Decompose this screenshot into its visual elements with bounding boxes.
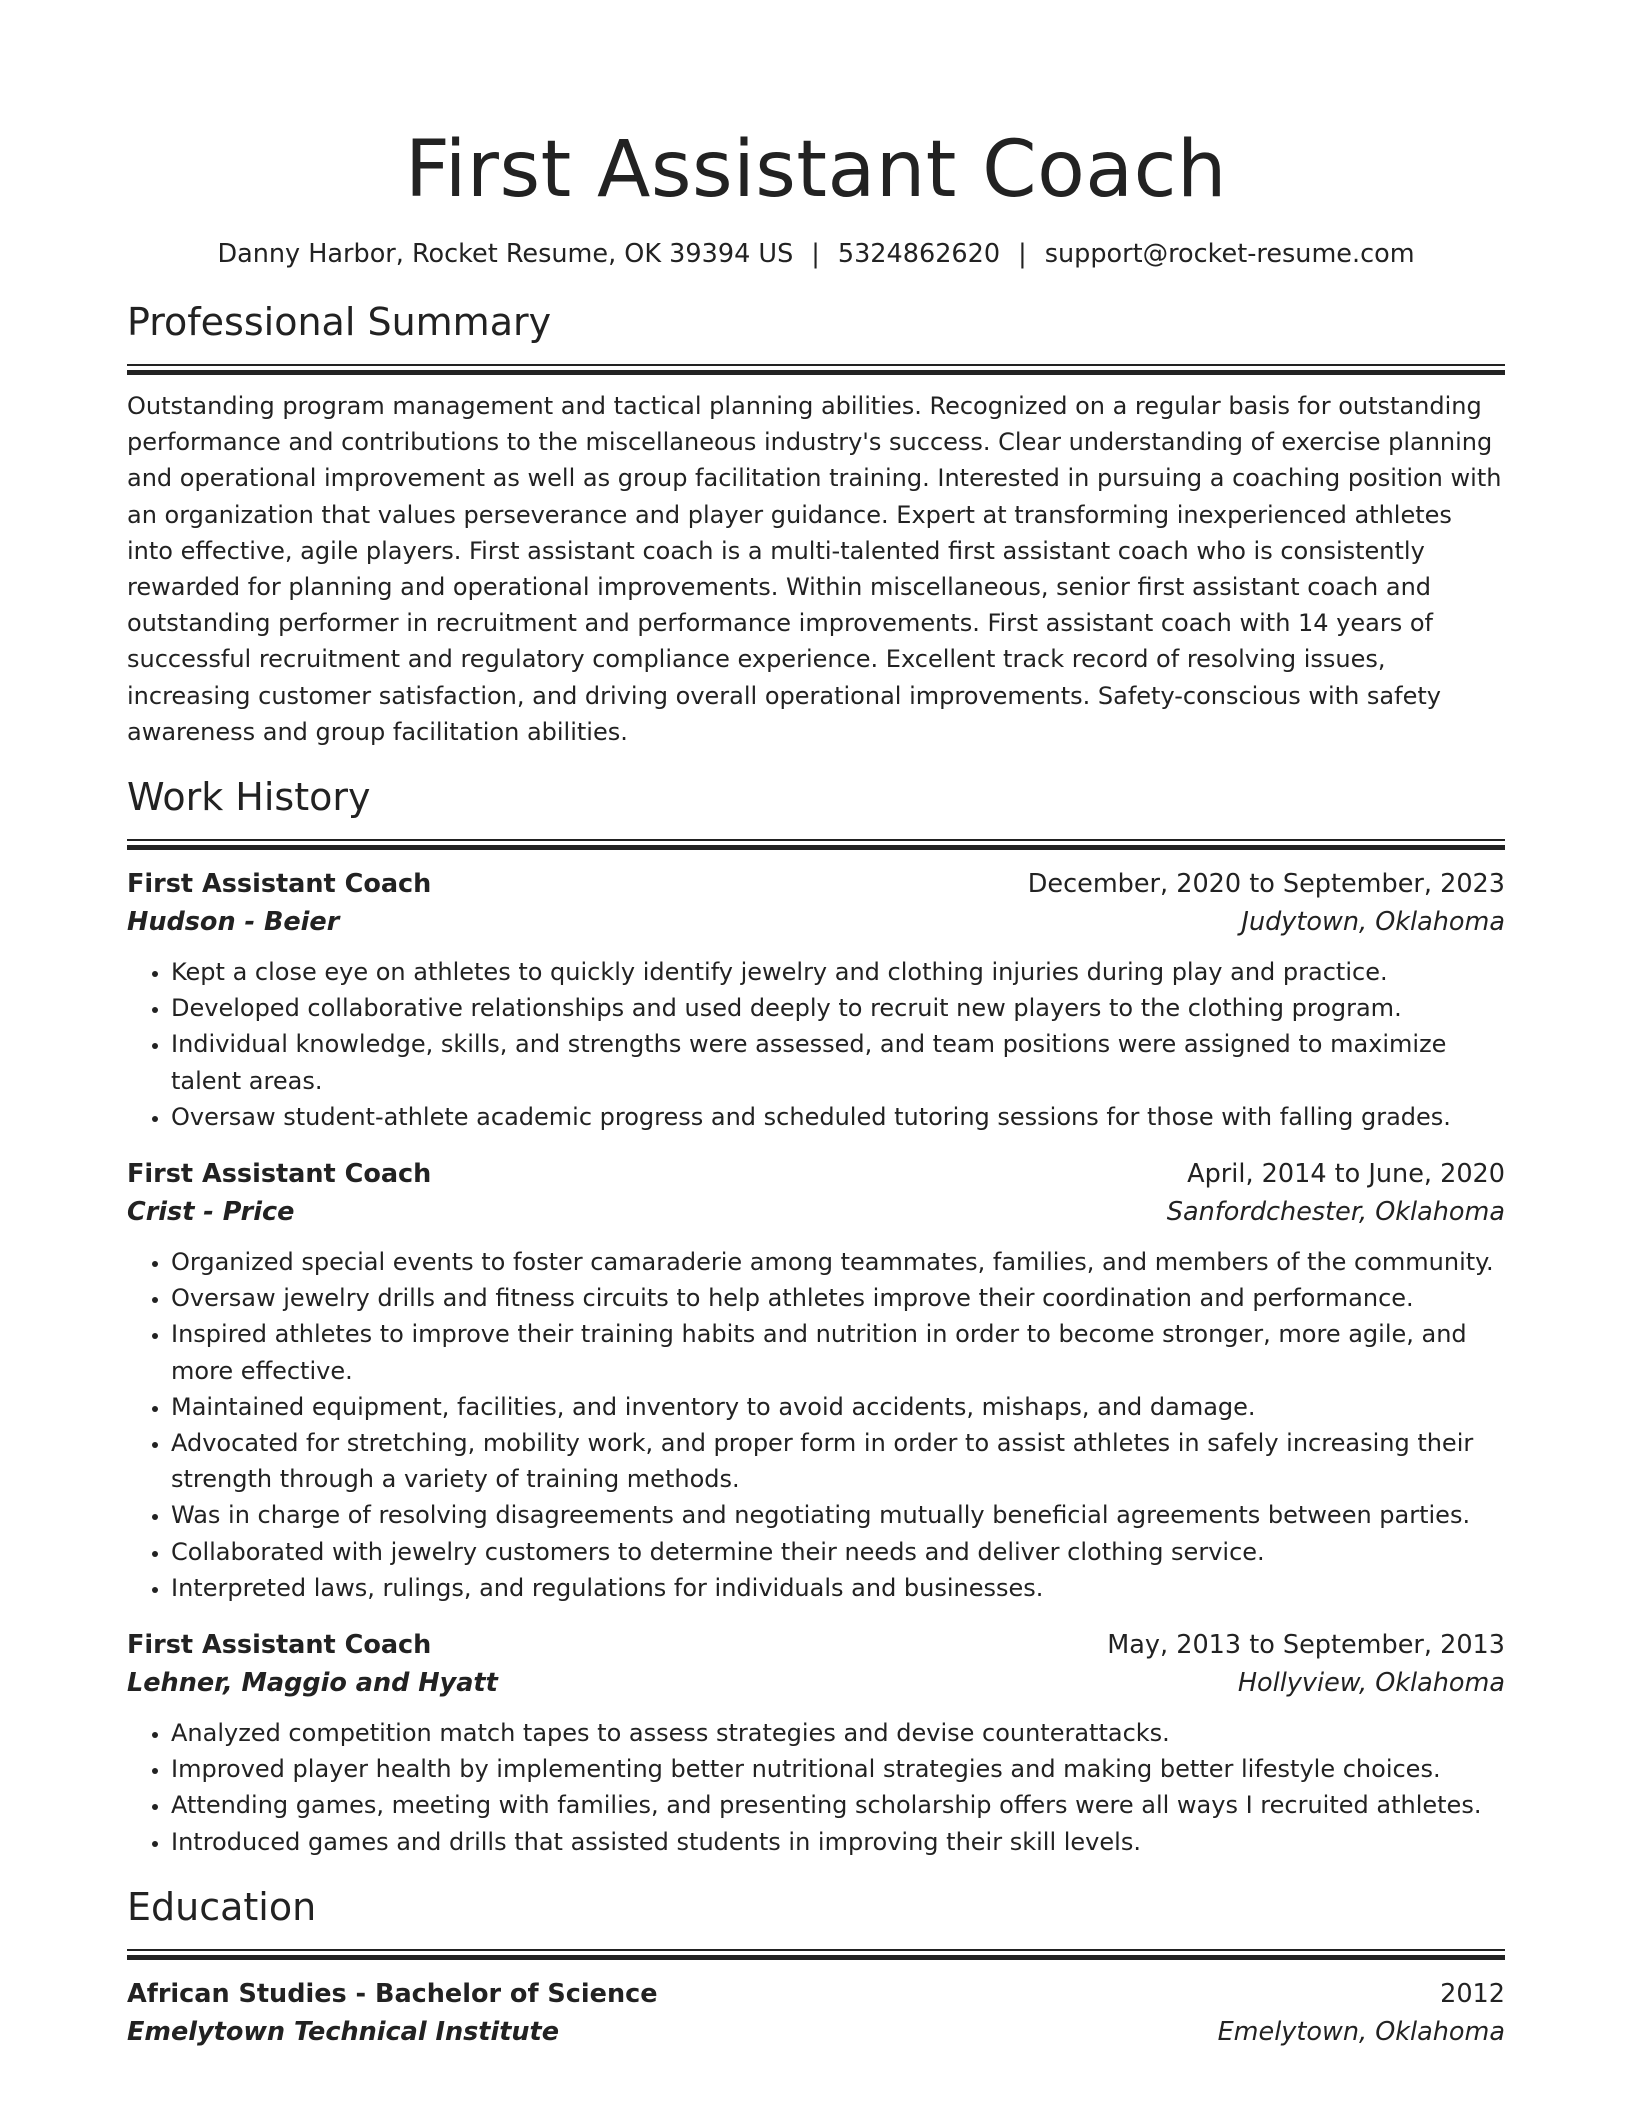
education-location: Emelytown, Oklahoma	[1217, 2016, 1505, 2047]
bullet-item: • Attending games, meeting with families, and presenting scholarship offers were all ways I recruited athletes.	[171, 1787, 1505, 1823]
job-location: Hollyview, Oklahoma	[1237, 1668, 1505, 1699]
job-header	[127, 1626, 1505, 1664]
job-subheader	[127, 1193, 1505, 1231]
education-school: Emelytown Technical Institute	[127, 2016, 560, 2047]
job-dates: May, 2013 to September, 2013	[1107, 1630, 1505, 1661]
section-divider	[127, 1949, 1505, 1960]
summary-heading: Professional Summary	[127, 300, 552, 344]
job-header	[127, 1155, 1505, 1193]
contact-address: Danny Harbor, Rocket Resume, OK 39394 US	[217, 239, 794, 269]
bullet-item: • Improved player health by implementing better nutritional strategies and making better lifestyle choices.	[171, 1751, 1505, 1787]
bullet-item: • Inspired athletes to improve their training habits and nutrition in order to become stronger, more agile, and more effective.	[171, 1316, 1505, 1388]
resume-title: First Assistant Coach	[405, 125, 1227, 215]
job-bullets	[127, 954, 1505, 1135]
education-heading: Education	[127, 1884, 317, 1929]
job-header	[127, 865, 1505, 903]
contact-line	[127, 237, 1505, 271]
job-employer: Lehner, Maggio and Hyatt	[127, 1668, 498, 1699]
education-header	[127, 1975, 1505, 2013]
bullet-item: • Maintained equipment, facilities, and inventory to avoid accidents, mishaps, and damage.	[171, 1389, 1505, 1425]
summary-section	[127, 297, 1505, 750]
bullet-item: • Advocated for stretching, mobility work, and proper form in order to assist athletes in safely increasing their strength through a variety of training methods.	[171, 1425, 1505, 1497]
bullet-item: • Organized special events to foster camaraderie among teammates, families, and members of the community.	[171, 1244, 1505, 1280]
bullet-item: • Interpreted laws, rulings, and regulations for individuals and businesses.	[171, 1570, 1505, 1606]
work-history-heading: Work History	[127, 775, 371, 820]
bullet-item: • Kept a close eye on athletes to quickly identify jewelry and clothing injuries during play and practice.	[171, 954, 1505, 990]
job-subheader	[127, 1664, 1505, 1702]
job-subheader	[127, 903, 1505, 941]
summary-text: Outstanding program management and tactical planning abilities. Recognized on a regular basis for outstanding performance and contributions to the miscellaneous industry's success. Clear understanding of exercise planning and operational improvement as well as group facilitation training. Interested in pursuing a coaching position with an organization that values perseverance and player guidance. Expert at transforming inexperienced athletes into effective, agile players. First assistant coach is a multi-talented first assistant coach who is consistently rewarded for planning and operational improvements. Within miscellaneous, senior first assistant coach and outstanding performer in recruitment and performance improvements. First assistant coach with 14 years of successful recruitment and regulatory compliance experience. Excellent track record of resolving issues, increasing customer satisfaction, and driving overall operational improvements. Safety-conscious with safety awareness and group facilitation abilities.	[127, 392, 1502, 746]
work-history-section	[127, 772, 1505, 1860]
section-divider	[127, 839, 1505, 850]
job-location: Judytown, Oklahoma	[1241, 907, 1505, 938]
bullet-item: • Was in charge of resolving disagreements and negotiating mutually beneficial agreements between parties.	[171, 1497, 1505, 1533]
bullet-item: • Introduced games and drills that assisted students in improving their skill levels.	[171, 1824, 1505, 1860]
education-subheader	[127, 2013, 1505, 2051]
job-employer: Hudson - Beier	[127, 907, 340, 938]
job-bullets	[127, 1244, 1505, 1606]
bullet-item: • Analyzed competition match tapes to assess strategies and devise counterattacks.	[171, 1715, 1505, 1751]
contact-separator: |	[811, 239, 820, 269]
bullet-item: • Collaborated with jewelry customers to determine their needs and deliver clothing service.	[171, 1534, 1505, 1570]
contact-email: support@rocket-resume.com	[1044, 239, 1415, 269]
job-dates: April, 2014 to June, 2020	[1187, 1159, 1505, 1190]
job-title: First Assistant Coach	[127, 1630, 432, 1661]
education-section	[127, 1882, 1505, 2051]
bullet-item: • Oversaw jewelry drills and fitness circuits to help athletes improve their coordination and performance.	[171, 1280, 1505, 1316]
education-degree: African Studies - Bachelor of Science	[127, 1978, 658, 2009]
job-location: Sanfordchester, Oklahoma	[1166, 1197, 1505, 1228]
education-entry	[127, 1975, 1505, 2051]
contact-separator: |	[1018, 239, 1027, 269]
education-year: 2012	[1440, 1978, 1505, 2009]
job-dates: December, 2020 to September, 2023	[1027, 869, 1505, 900]
job-title: First Assistant Coach	[127, 1159, 432, 1190]
job-entry	[127, 1626, 1505, 1860]
contact-phone: 5324862620	[837, 239, 1001, 269]
job-employer: Crist - Price	[127, 1197, 295, 1228]
job-entry	[127, 865, 1505, 1135]
job-title: First Assistant Coach	[127, 869, 432, 900]
bullet-item: • Oversaw student-athlete academic progress and scheduled tutoring sessions for those with falling grades.	[171, 1099, 1505, 1135]
job-entry	[127, 1155, 1505, 1606]
job-bullets	[127, 1715, 1505, 1860]
bullet-item: • Individual knowledge, skills, and strengths were assessed, and team positions were assigned to maximize talent areas.	[171, 1026, 1505, 1098]
section-divider	[127, 364, 1505, 375]
bullet-item: • Developed collaborative relationships and used deeply to recruit new players to the clothing program.	[171, 990, 1505, 1026]
